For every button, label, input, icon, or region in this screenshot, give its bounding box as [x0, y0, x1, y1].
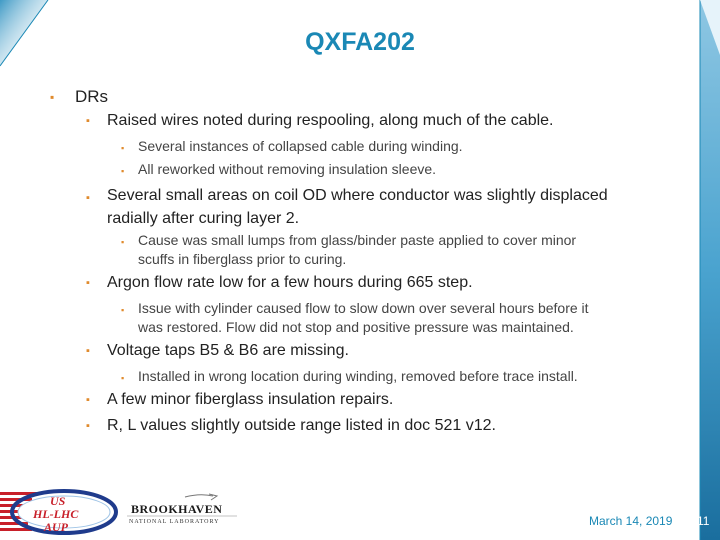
bullet-level2: ▪ R, L values slightly outside range listed in doc 521 v12.	[86, 417, 496, 434]
slide-title: QXFA202	[305, 28, 415, 56]
svg-text:BROOKHAVEN: BROOKHAVEN	[131, 502, 223, 516]
us-hl-lhc-aup-logo	[0, 488, 120, 538]
bullet-marker-icon: ▪	[86, 115, 90, 127]
svg-text:US: US	[50, 494, 66, 508]
bullet-level2: ▪ Argon flow rate low for a few hours during 665 step.	[86, 274, 473, 291]
bullet-level3: ▪ Cause was small lumps from glass/binder paste applied to cover minor scuffs in fiberglass prior to curing.	[121, 232, 577, 267]
bullet-level3: ▪ Several instances of collapsed cable during winding.	[138, 137, 463, 156]
footer-date: March 14, 2019	[589, 514, 673, 528]
right-band-decoration	[680, 0, 720, 540]
bullet-marker-icon: ▪	[121, 237, 125, 247]
brookhaven-logo	[125, 493, 245, 529]
svg-text:HL-LHC: HL-LHC	[33, 507, 79, 521]
bullet-level2: ▪ A few minor fiberglass insulation repairs.	[86, 391, 394, 408]
bullet-marker-icon: ▪	[86, 192, 90, 204]
bullet-marker-icon: ▪	[86, 345, 90, 357]
bullet-marker-icon: ▪	[86, 394, 90, 406]
bullet-marker-icon: ▪	[86, 277, 90, 289]
bullet-marker-icon: ▪	[86, 420, 90, 432]
bullet-level2: ▪ Several small areas on coil OD where conductor was slightly displaced radially after curing layer 2.	[86, 187, 608, 227]
bullet-marker-icon: ▪	[121, 166, 125, 176]
bullet-level3: ▪ Installed in wrong location during winding, removed before trace install.	[138, 367, 578, 386]
bullet-marker-icon: ▪	[121, 373, 125, 383]
svg-text:AUP: AUP	[44, 520, 68, 534]
bullet-level1: ▪ DRs	[50, 87, 109, 106]
bullet-level2: ▪ Raised wires noted during respooling, along much of the cable.	[86, 112, 554, 129]
svg-text:NATIONAL LABORATORY: NATIONAL LABORATORY	[129, 519, 220, 525]
bullet-marker-icon: ▪	[121, 143, 125, 153]
bullet-level2: ▪ Voltage taps B5 & B6 are missing.	[86, 342, 349, 359]
bullet-marker-icon: ▪	[50, 90, 55, 104]
bullet-marker-icon: ▪	[121, 305, 125, 315]
bullet-level3: ▪ Issue with cylinder caused flow to slow down over several hours before it was restored. Flow did not stop and positive pressure was maintained.	[121, 300, 589, 335]
bullet-level3: ▪ All reworked without removing insulation sleeve.	[138, 160, 436, 179]
slide-number: 11	[697, 514, 710, 528]
